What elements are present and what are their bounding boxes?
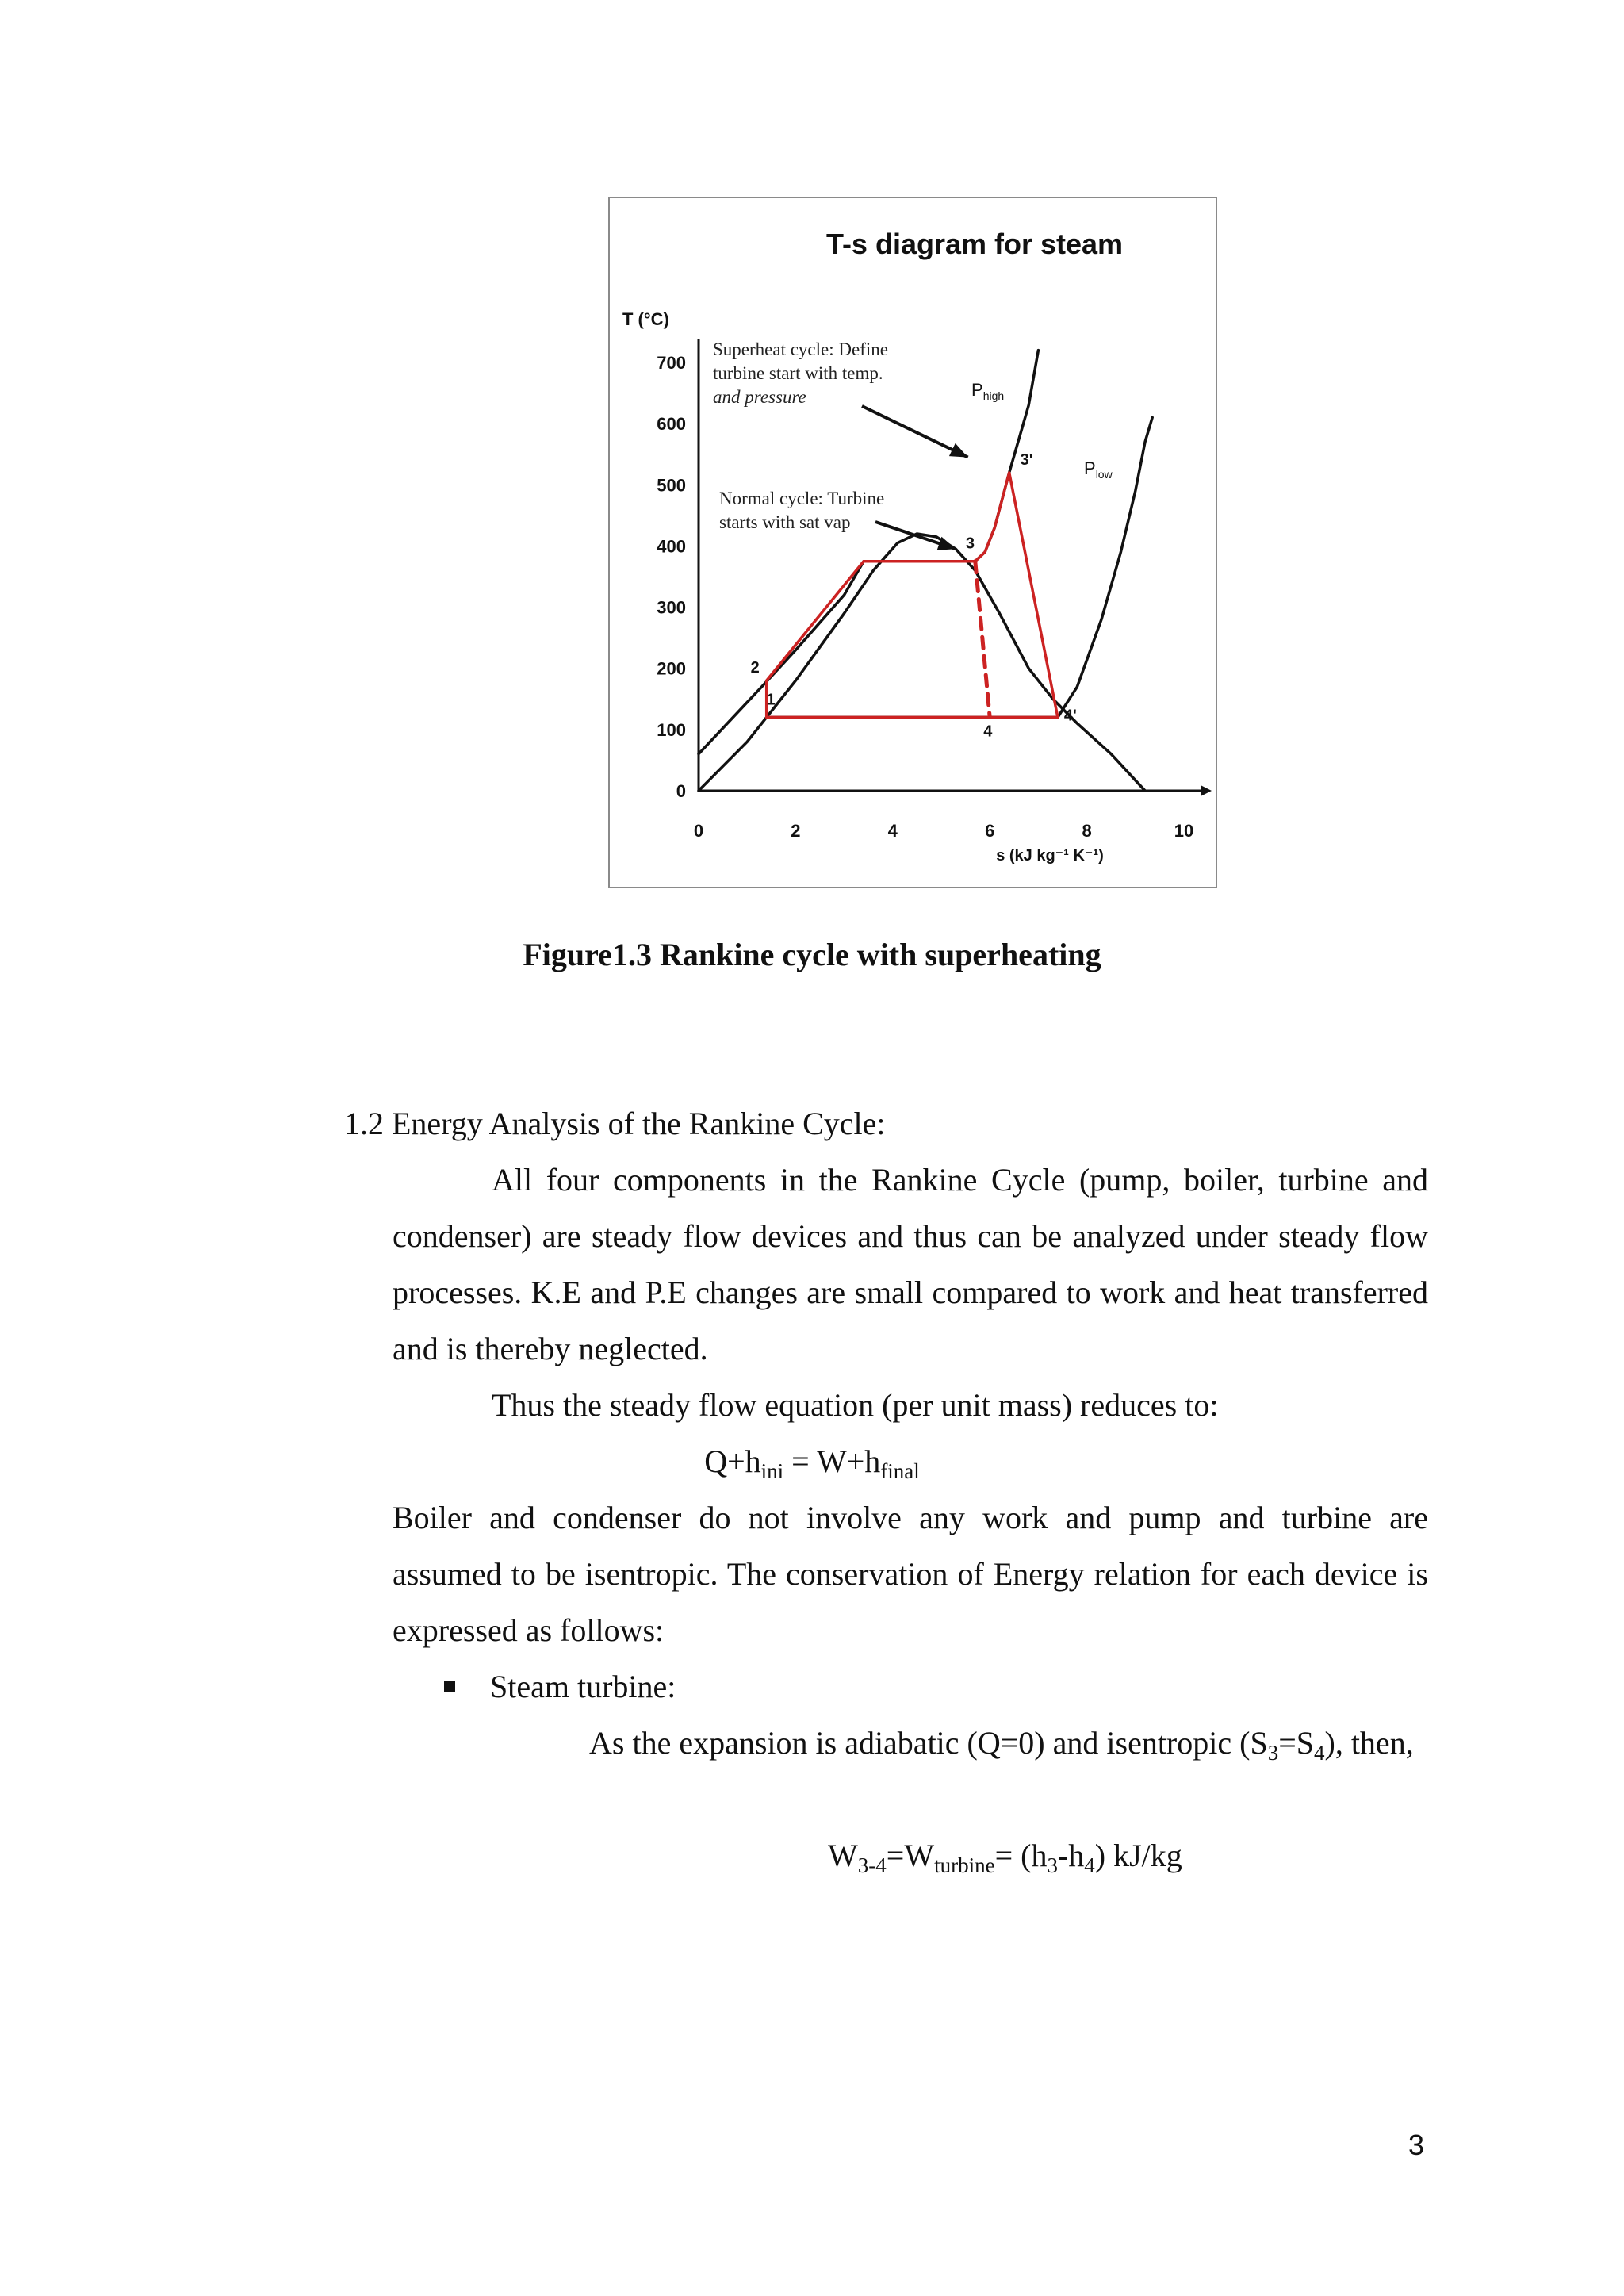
y-tick-label: 400 <box>657 536 686 557</box>
eq2-term: -h <box>1057 1838 1085 1873</box>
annotation-superheat: turbine start with temp. <box>713 363 883 383</box>
y-axis-label: T (°C) <box>622 309 669 329</box>
x-tick-label: 0 <box>693 821 704 841</box>
bullet-steam-turbine <box>444 1658 676 1715</box>
p4-text: ), then, <box>1324 1725 1414 1761</box>
bullet-label: Steam turbine: <box>490 1669 676 1704</box>
x-tick-label: 4 <box>887 821 898 841</box>
eq1-term: Q+h <box>704 1443 761 1479</box>
y-tick-label: 200 <box>657 658 686 679</box>
x-axis-label: s (kJ kg⁻¹ K⁻¹) <box>996 847 1104 864</box>
series-superheat-cycle <box>767 473 1058 718</box>
eq1-term: = W+h <box>783 1443 881 1479</box>
ts-diagram-chart <box>610 198 1216 887</box>
point-label: 2 <box>750 659 760 677</box>
p4-subscript: 3 <box>1267 1741 1279 1765</box>
series-saturation-dome <box>699 534 1145 791</box>
point-label: 3 <box>965 535 975 553</box>
annotation-normal: Normal cycle: Turbine <box>719 489 885 508</box>
y-tick-label: 0 <box>676 781 686 801</box>
p4-text: As the expansion is adiabatic (Q=0) and isentropic (S <box>589 1725 1268 1761</box>
eq2-subscript: 3 <box>1047 1853 1058 1877</box>
y-tick-label: 500 <box>657 475 686 496</box>
point-label: 3' <box>1020 450 1033 469</box>
eq2-term: W <box>828 1838 858 1873</box>
pressure-low-label-subscript: low <box>1095 468 1113 481</box>
y-tick-label: 100 <box>657 719 686 740</box>
paragraph-boiler-condenser: Boiler and condenser do not involve any work and pump and turbine are assumed to be isentropic. The conservation of Energy relation for each device is expressed as follows: <box>393 1500 1428 1648</box>
eq1-subscript: final <box>880 1459 920 1483</box>
x-axis-arrow <box>1201 785 1212 796</box>
eq1-subscript: ini <box>760 1459 784 1483</box>
equation-turbine-work <box>828 1827 1182 1884</box>
eq2-term: =W <box>886 1838 935 1873</box>
annotation-normal: starts with sat vap <box>719 512 851 532</box>
point-label: 4 <box>983 723 993 741</box>
eq2-subscript: 3-4 <box>857 1853 887 1877</box>
equation-steady-flow <box>0 1433 1624 1489</box>
p4-text: =S <box>1278 1725 1314 1761</box>
paragraph-expansion <box>589 1715 1428 1771</box>
eq2-subscript: turbine <box>934 1853 995 1877</box>
y-tick-label: 700 <box>657 353 686 373</box>
y-tick-label: 600 <box>657 414 686 435</box>
series-normal-cycle <box>767 562 975 718</box>
figure-caption: Figure1.3 Rankine cycle with superheating <box>523 937 1101 972</box>
x-tick-label: 2 <box>791 821 801 841</box>
p4-subscript: 4 <box>1314 1741 1325 1765</box>
annotation-superheat: and pressure <box>713 387 806 407</box>
x-tick-label: 8 <box>1082 821 1092 841</box>
pressure-high-label: $P_{high}$ <box>971 380 1005 402</box>
bullet-square-icon <box>444 1681 455 1692</box>
point-label: 1 <box>766 691 776 709</box>
pressure-low-label: $P_{low}$ <box>1084 458 1113 481</box>
paragraph-components: All four components in the Rankine Cycle (pump, boiler, turbine and condenser) are steady flow devices and thus can be analyzed under steady flow processes. K.E and P.E changes are small compared to work and heat transferred and is thereby neglected. <box>393 1162 1428 1366</box>
eq2-term: ) kJ/kg <box>1094 1838 1182 1873</box>
page-number: 3 <box>1408 2129 1425 2161</box>
chart-title: T-s diagram for steam <box>825 228 1124 260</box>
paragraph-steady-flow: Thus the steady flow equation (per unit mass) reduces to: <box>492 1387 1219 1423</box>
figure-ts-diagram <box>608 197 1217 888</box>
pressure-high-label-subscript: high <box>982 389 1005 402</box>
x-tick-label: 10 <box>1174 821 1194 841</box>
eq2-subscript: 4 <box>1084 1853 1095 1877</box>
eq2-term: = (h <box>994 1838 1048 1873</box>
section-heading: 1.2 Energy Analysis of the Rankine Cycle: <box>344 1106 886 1141</box>
annotation-superheat: Superheat cycle: Define <box>713 339 888 359</box>
point-label: 4' <box>1063 707 1077 725</box>
y-tick-label: 300 <box>657 597 686 618</box>
x-tick-label: 6 <box>985 821 995 841</box>
arrow-superheat-line <box>862 406 968 458</box>
